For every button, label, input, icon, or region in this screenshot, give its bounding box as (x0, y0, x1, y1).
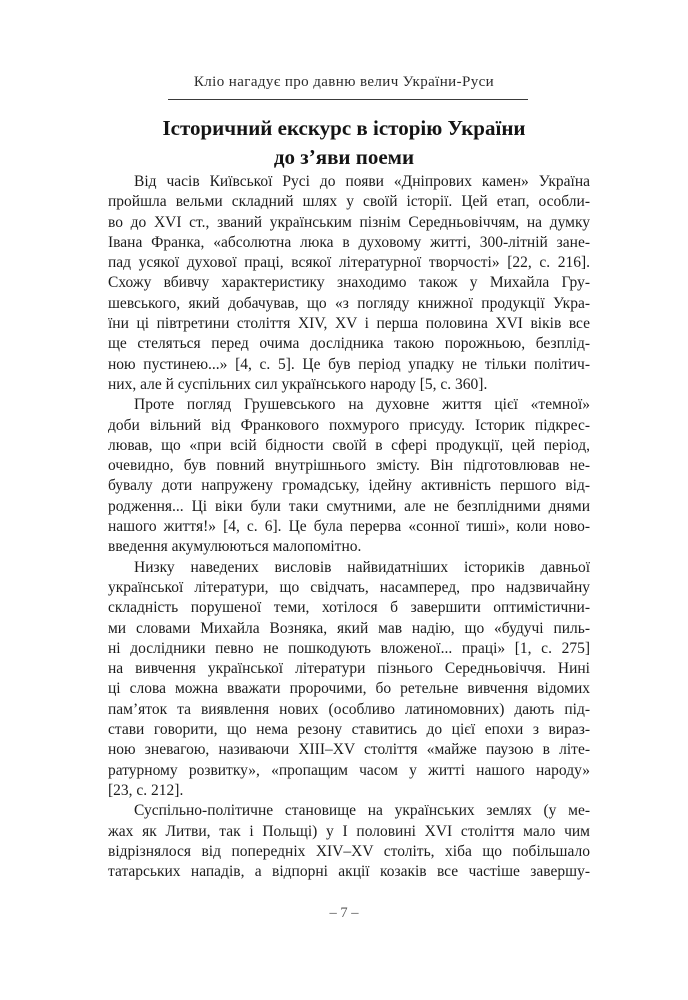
text-line: доби вільний від Франкового похмурого присуду. Історик підкрес- (108, 416, 590, 434)
text-line: пад усякої духової праці, всякої літературної творчості» [22, с. 216]. (108, 254, 590, 272)
text-line: ною пустинею...» [4, с. 5]. Це був період упадку не тільки політич- (108, 355, 590, 373)
text-line: нашого життя!» [4, с. 6]. Це була перерва «сонної тиші», коли ново- (108, 518, 590, 536)
paragraph (108, 172, 590, 395)
page-number: – 7 – (329, 905, 359, 921)
body-text (108, 172, 590, 882)
text-line: родження... Ці віки були таки смутними, але не безплідними днями (108, 497, 590, 515)
text-line: ще стеляться перед очима дослідника такою порожньою, безплід- (108, 335, 590, 353)
text-line: Івана Франка, «абсолютна люка в духовому житті, 300-літній зане- (108, 233, 590, 251)
text-line: них, але й суспільних сил українського народу [5, с. 360]. (108, 375, 488, 393)
text-line: ною зневагою, називаючи XIII–XV століття «майже паузою в літе- (108, 741, 590, 759)
text-line: Схожу вбивчу характеристику знаходимо також у Михайла Гру- (108, 274, 590, 292)
text-line: ратурному розвитку», «пропащим часом у житті нашого народу» (108, 761, 590, 779)
text-line: введення акумулюються малопомітно. (108, 538, 362, 556)
text-line: пройшла вельми складний шлях у своїй історії. Цей етап, особли- (108, 193, 590, 211)
text-line: на вивчення української літератури пізнього Середньовіччя. Нині (108, 660, 590, 678)
page-title-line-2: до з’яви поеми (273, 145, 415, 169)
text-line: пам’яток та виявлення нових (особливо латиномовних) дають під- (108, 700, 590, 718)
text-line: очевидно, був повний внутрішнього змісту. Він підготовлював не- (108, 457, 590, 475)
running-header: Кліо нагадує про давню велич України-Руси (193, 74, 495, 90)
text-line: складність порушеної теми, хотілося б завершити оптимістични- (108, 599, 590, 617)
text-line: бувалу доти напружену громадську, ідейну активність першого від- (108, 477, 590, 495)
paragraph (108, 801, 590, 882)
text-line: їни ці півтретини століття XIV, XV і перша половина XVI віків все (108, 315, 590, 333)
text-line: лював, що «при всій бідности своїй в сфері продукції, цей період, (108, 436, 590, 454)
text-line: Від часів Київської Русі до появи «Дніпрових камен» Україна (134, 173, 590, 190)
header-rule (168, 99, 528, 100)
page-title (0, 114, 688, 172)
paragraph (108, 558, 590, 802)
text-line: відрізнялося від попередніх XIV–XV століть, хіба що побільшало (108, 842, 590, 860)
text-line: Низку наведених висловів найвидатніших істориків давньої (134, 558, 590, 576)
page-title-line-1: Історичний екскурс в історію України (162, 116, 526, 140)
text-line: татарських нападів, а відпорні акції козаків все частіше завершу- (108, 863, 590, 881)
paragraph (108, 395, 590, 557)
text-line: української літератури, що свідчать, насамперед, про надзвичайну (108, 578, 590, 596)
text-line: Проте погляд Грушевського на духовне життя цієї «темної» (134, 396, 590, 414)
text-line: [23, с. 212]. (108, 781, 184, 799)
text-line: жах як Литви, так і Польщі) у І половині XVI століття мало чим (108, 822, 590, 840)
text-line: шевського, який добачував, що «з погляду книжної продукції Укра- (108, 294, 590, 312)
text-line: Суспільно-політичне становище на українських землях (у ме- (134, 802, 590, 820)
text-line: ці слова можна вважати пророчими, бо ретельне вивчення відомих (108, 680, 590, 698)
text-line: во до XVI ст., званий українським пізнім Середньовіччям, на думку (108, 213, 590, 231)
text-line: ми словами Михайла Возняка, який мав надію, що «будучі пиль- (108, 619, 590, 637)
text-line: стави говорити, що нема резону ставитись до цієї епохи з вираз- (108, 721, 590, 739)
text-line: ні дослідники певно не пошкодують вложеної... праці» [1, с. 275] (108, 639, 590, 657)
